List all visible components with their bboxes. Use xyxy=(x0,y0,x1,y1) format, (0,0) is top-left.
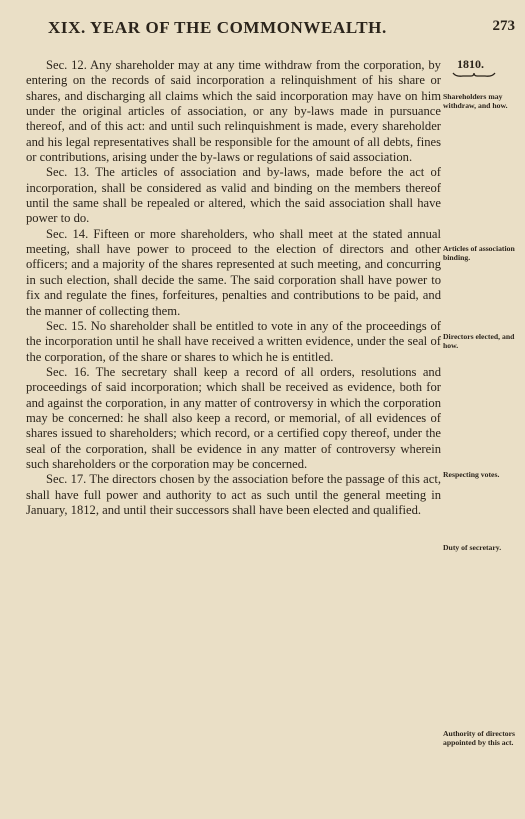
section-text: The articles of association and by-laws, made before the act of incorporation, shall be considered as valid and binding on the members thereof until the same shall be repealed or altered, which the said association shall have power to do. xyxy=(26,165,442,226)
section-number: Sec. 16. xyxy=(46,364,90,379)
section-15 xyxy=(26,319,441,365)
margin-note-votes: Respecting votes. xyxy=(443,470,500,479)
section-14 xyxy=(26,227,441,319)
section-12 xyxy=(26,58,441,165)
margin-note-authority: Authority of directors appointed by this act. xyxy=(443,729,516,748)
section-number: Sec. 15. xyxy=(46,318,87,333)
margin-year: 1810. xyxy=(457,57,484,71)
margin-note-articles: Articles of association binding. xyxy=(443,244,515,263)
section-number: Sec. 12. xyxy=(46,58,87,72)
margin-note-directors: Directors elected, and how. xyxy=(443,332,515,351)
page-header xyxy=(40,18,515,42)
section-number: Sec. 14. xyxy=(46,226,89,241)
section-number: Sec. 13. xyxy=(46,165,90,180)
section-text: The secretary shall keep a record of all orders, resolutions and proceedings of said incorporation; which shall be received as evidence, both for and against the corporation, in any matter of controversy in which the corporation may be concerned: he shall also keep a record, or memorial, of all evidences of shares issued to shareholders; which record, or a certified copy thereof, under the seal of the corporation, shall be evidence in any matter of controversy wherein such shareholders or the corporation may be concerned. xyxy=(26,364,442,471)
running-title: XIX. YEAR OF THE COMMONWEALTH. xyxy=(48,18,387,37)
brace-ornament-icon xyxy=(452,72,496,78)
body-text xyxy=(26,58,441,518)
margin-note-secretary: Duty of secretary. xyxy=(443,543,502,552)
section-text: Any shareholder may at any time withdraw from the corporation, by entering on the records of said incorporation a relinquishment of his share or shares, and discharging all claims which the said incorporation may have on him under the original articles of association, or any by-laws made in pursuance thereof, and of this act: and until such relinquishment is made, every shareholder and his legal representatives shall be responsible for the amount of all debts, fines or contributions, arising under the by-laws or regulations of said association. xyxy=(26,58,441,165)
page-number: 273 xyxy=(492,18,515,34)
section-17 xyxy=(26,472,441,518)
section-13 xyxy=(26,165,441,226)
section-text: The directors chosen by the association before the passage of this act, shall have full power and authority to act as such until the general meeting in January, 1812, and until their successors shall have been elected and qualified. xyxy=(26,472,442,517)
section-16 xyxy=(26,365,441,472)
margin-note-shareholders: Shareholders may withdraw, and how. xyxy=(443,92,508,111)
section-number: Sec. 17. xyxy=(46,472,87,487)
section-text: Fifteen or more shareholders, who shall meet at the stated annual meeting, shall have power to proceed to the election of directors and other officers; and a majority of the shares represented at such meeting, and concurring in such election, shall decide the same. The said corporation shall have power to fix and regulate the fines, forfeitures, penalties and contributions to be paid, and the manner of collecting them. xyxy=(26,226,441,318)
section-text: No shareholder shall be entitled to vote in any of the proceedings of the incorporation until he shall have received a written evidence, under the seal of the corporation, of the share or shares to which he is entitled. xyxy=(26,318,442,364)
